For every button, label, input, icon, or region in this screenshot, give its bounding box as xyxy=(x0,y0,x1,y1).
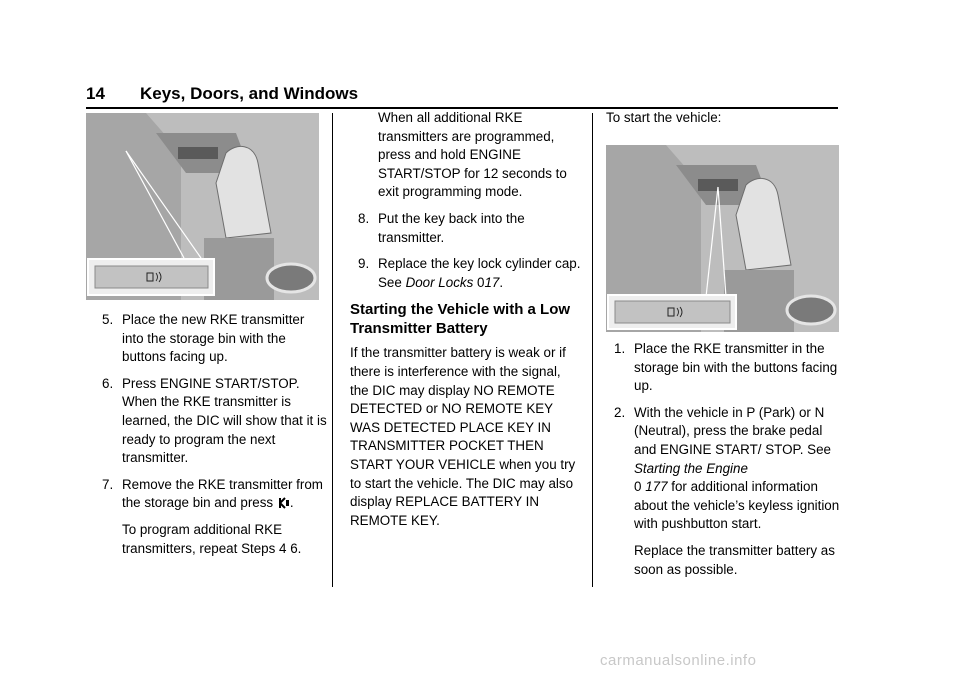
sentence-end: . xyxy=(499,274,504,290)
step-text: Place the RKE transmitter in the storage bin with the buttons facing up. xyxy=(634,341,838,394)
step-2-note: Replace the transmitter battery as soon as possible. xyxy=(634,542,835,577)
intro-text: To start the vehicle: xyxy=(606,110,722,125)
page-ref-number[interactable]: 177 xyxy=(645,479,668,495)
page-header xyxy=(86,84,358,104)
column-3 xyxy=(606,340,842,587)
column-divider-right xyxy=(592,113,593,587)
page-title: Keys, Doors, and Windows xyxy=(140,84,359,103)
step-text: Put the key back into the transmitter. xyxy=(378,210,525,245)
door-locks-link[interactable]: Door Locks xyxy=(405,274,474,290)
page-ref-arrow: 0 xyxy=(477,274,485,290)
step-number: 5. xyxy=(102,312,114,327)
step-9 xyxy=(350,255,582,292)
step-number: 1. xyxy=(614,341,626,356)
step-number: 9. xyxy=(358,256,370,272)
page-number: 14 xyxy=(86,84,105,103)
step-2 xyxy=(606,404,842,534)
column-2 xyxy=(350,109,582,538)
storage-bin-figure-1 xyxy=(86,113,319,300)
watermark: carmanualsonline.info xyxy=(600,652,757,669)
step-text: Replace the key lock cylinder cap. See xyxy=(378,256,581,290)
step-5 xyxy=(94,311,328,367)
callout-pocket xyxy=(615,301,730,323)
page-ref-arrow: 0 xyxy=(634,479,642,495)
page-ref-number[interactable]: 17 xyxy=(484,274,500,290)
column-3-intro xyxy=(606,109,842,128)
column-1 xyxy=(94,311,328,566)
step-number: 6. xyxy=(102,375,114,391)
step-8 xyxy=(350,210,582,247)
lock-key-icon xyxy=(279,497,290,509)
step-text: Remove the RKE transmitter from the storage bin and press xyxy=(122,476,323,511)
step-6 xyxy=(94,375,328,468)
step-1 xyxy=(606,340,842,396)
step-number: 2. xyxy=(614,404,626,420)
storage-bin-figure-2 xyxy=(606,145,839,332)
step-text: Press ENGINE START/STOP. When the RKE transmitter is learned, the DIC will show that it is ready to program the next transmitter. xyxy=(122,375,327,466)
step-7-note: To program additional RKE transmitters, repeat Steps 4 6. xyxy=(122,521,302,556)
step-7: 7. Remove the RKE transmitter from the storage bin and press . xyxy=(102,476,323,511)
storage-bin-pocket xyxy=(178,147,218,159)
cup-holder xyxy=(267,264,315,292)
step-text: Place the new RKE transmitter into the storage bin with the buttons facing up. xyxy=(122,312,305,365)
step-text-continued: for additional information about the vehicle’s keyless ignition with pushbutton start. xyxy=(634,479,840,532)
section-paragraph: If the transmitter battery is weak or if there is interference with the signal, the DIC may display NO REMOTE DETECTED or NO REMOTE KEY WAS DETECTED PLACE KEY IN TRANSMITTER POCKET THEN START YOUR VEHICLE when you try to start the vehicle. The DIC may also display REPLACE BATTERY IN REMOTE KEY. xyxy=(350,345,576,528)
step-number: 8. xyxy=(358,210,370,226)
starting-the-engine-link[interactable]: Starting the Engine xyxy=(634,460,748,476)
callout-pocket xyxy=(95,266,208,288)
step-7-continuation: When all additional RKE transmitters are programmed, press and hold ENGINE START/STOP for 12 seconds to exit programming mode. xyxy=(378,110,567,200)
step-text: With the vehicle in P (Park) or N (Neutral), press the brake pedal and ENGINE START/ STOP. See xyxy=(634,404,831,457)
column-divider-left xyxy=(332,113,333,587)
step-number: 7. xyxy=(102,476,114,492)
cup-holder xyxy=(787,296,835,324)
section-heading: Starting the Vehicle with a Low Transmitter Battery xyxy=(350,301,571,338)
